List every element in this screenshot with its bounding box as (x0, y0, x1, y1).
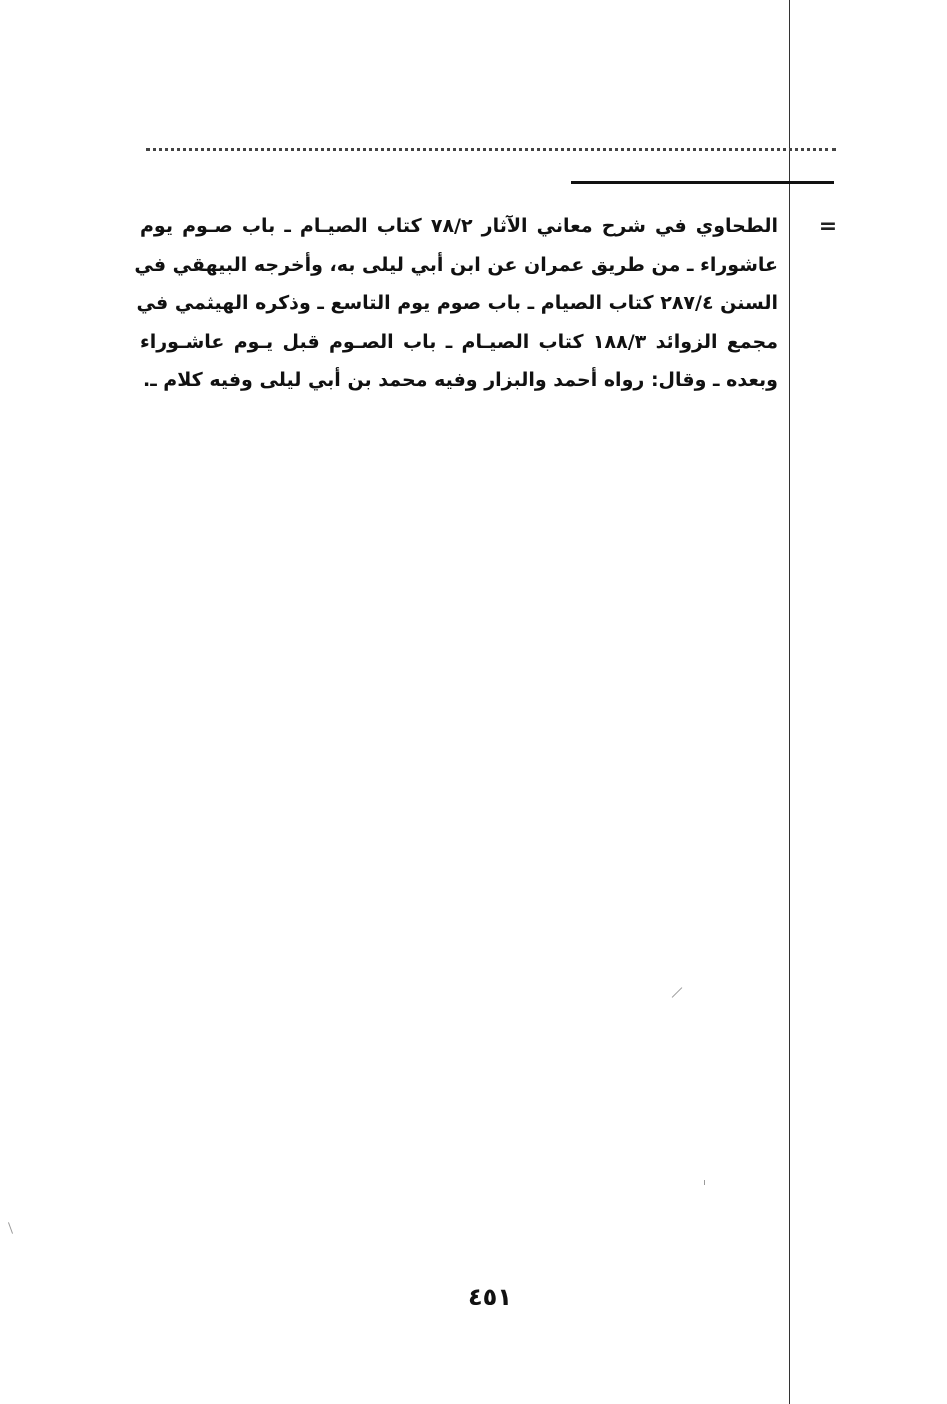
footnote-line: وبعده ـ وقال: رواه أحمد والبزار وفيه محمد بن أبي ليلى وفيه كلام ـ. (142, 369, 778, 391)
scan-mark (8, 1222, 13, 1234)
footnote-line: السنن ٢٨٧/٤ كتاب الصيام ـ باب صوم يوم التاسع ـ وذكره الهيثمي في (136, 292, 778, 314)
continuation-mark: = (818, 214, 838, 239)
scan-mark (704, 1180, 705, 1185)
scan-mark (672, 987, 683, 998)
footnote-line: الطحاوي في شرح معاني الآثار ٧٨/٢ كتاب الصيـام ـ باب صـوم يوم (140, 215, 778, 237)
footnote-text (134, 207, 778, 407)
margin-line (789, 0, 790, 1404)
footnote-line: مجمع الزوائد ١٨٨/٣ كتاب الصيـام ـ باب الصـوم قبل يـوم عاشـوراء (140, 330, 778, 353)
footnote-line: عاشوراء ـ من طريق عمران عن ابن أبي ليلى به، وأخرجه البيهقي في (134, 253, 778, 276)
page-number: ٤٥١ (468, 1283, 512, 1311)
footnote-rule (571, 181, 834, 184)
dotted-separator (146, 148, 836, 151)
